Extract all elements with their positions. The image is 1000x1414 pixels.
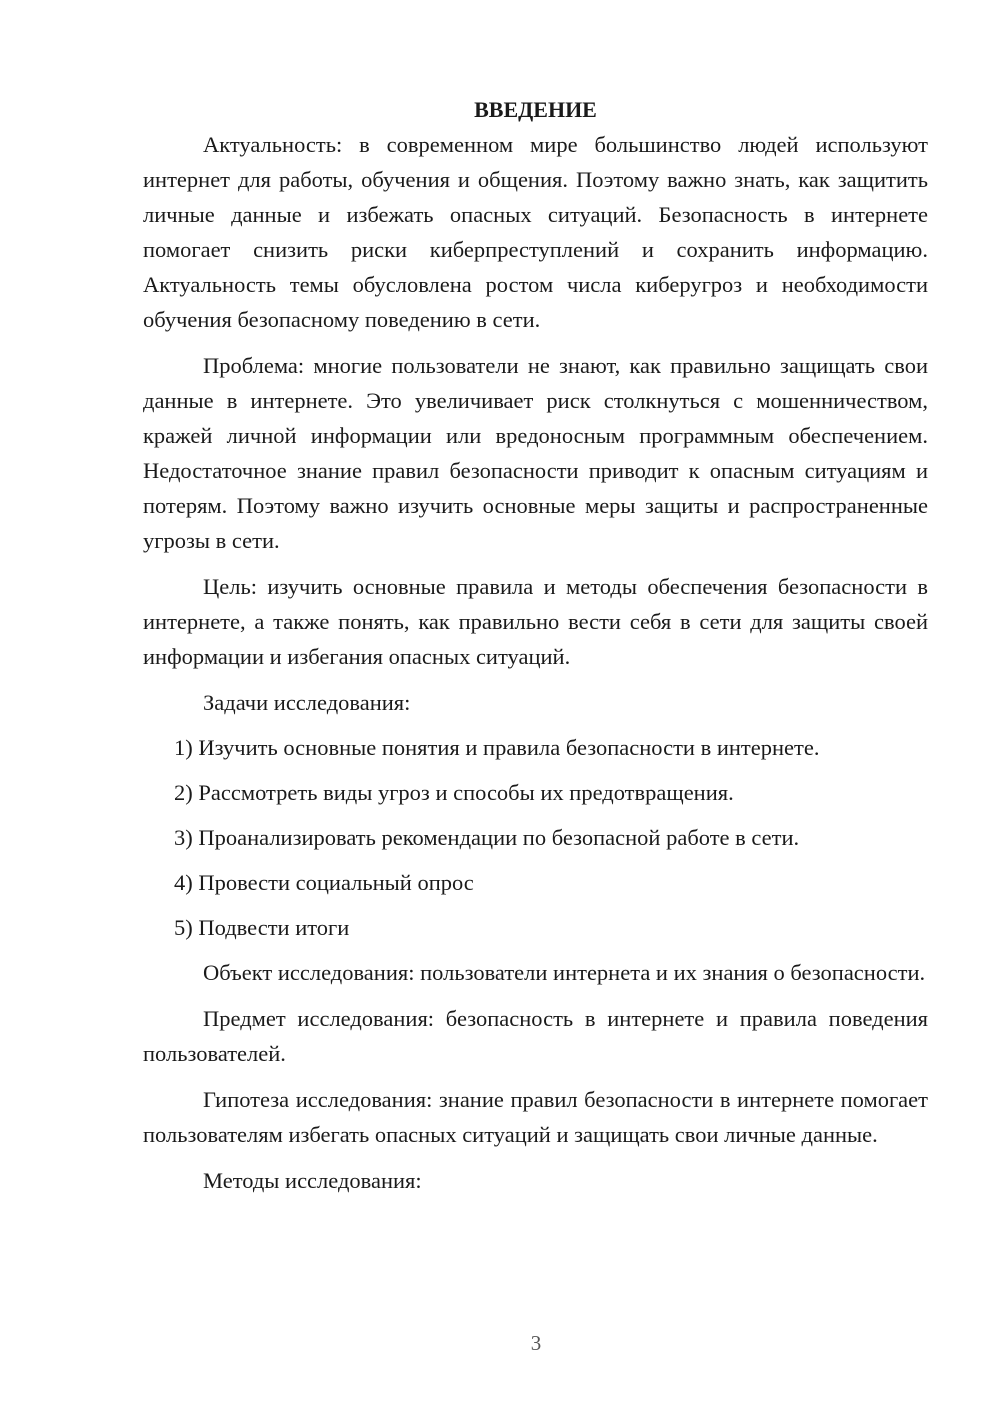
- relevance-paragraph: Актуальность: в современном мире большинство людей используют интернет для работы, обучения и общения. Поэтому важно знать, как защитить личные данные и избежать опасных ситуаций. Безопасность в интернете помогает снизить риски киберпреступлений и сохранить информацию. Актуальность темы обусловлена ростом числа киберугроз и необходимости обучения безопасному поведению в сети.: [143, 132, 928, 332]
- goal-paragraph: Цель: изучить основные правила и методы обеспечения безопасности в интернете, а также понять, как правильно вести себя в сети для защиты своей информации и избегания опасных ситуаций.: [143, 574, 928, 669]
- task-item: 4) Провести социальный опрос: [174, 870, 474, 895]
- task-item: 2) Рассмотреть виды угроз и способы их предотвращения.: [174, 780, 734, 805]
- section-title: ВВЕДЕНИЕ: [474, 97, 597, 122]
- document-page: [143, 93, 928, 1208]
- methods-heading: Методы исследования:: [203, 1168, 422, 1193]
- task-item: 1) Изучить основные понятия и правила безопасности в интернете.: [174, 735, 820, 760]
- problem-paragraph: Проблема: многие пользователи не знают, как правильно защищать свои данные в интернете. Это увеличивает риск столкнуться с мошенничеством, кражей личной информации или вредоносным программным обеспечением. Недостаточное знание правил безопасности приводит к опасным ситуациям и потерям. Поэтому важно изучить основные меры защиты и распространенные угрозы в сети.: [143, 353, 928, 553]
- page-number: 3: [530, 1331, 542, 1355]
- task-item: 5) Подвести итоги: [174, 915, 350, 940]
- object-paragraph: Объект исследования: пользователи интернета и их знания о безопасности.: [203, 960, 926, 985]
- subject-paragraph: Предмет исследования: безопасность в интернете и правила поведения пользователей.: [143, 1006, 928, 1066]
- tasks-list: [143, 730, 928, 945]
- task-item: 3) Проанализировать рекомендации по безопасной работе в сети.: [174, 825, 800, 850]
- tasks-heading: Задачи исследования:: [203, 690, 411, 715]
- hypothesis-paragraph: Гипотеза исследования: знание правил безопасности в интернете помогает пользователям избегать опасных ситуаций и защищать свои личные данные.: [143, 1087, 928, 1147]
